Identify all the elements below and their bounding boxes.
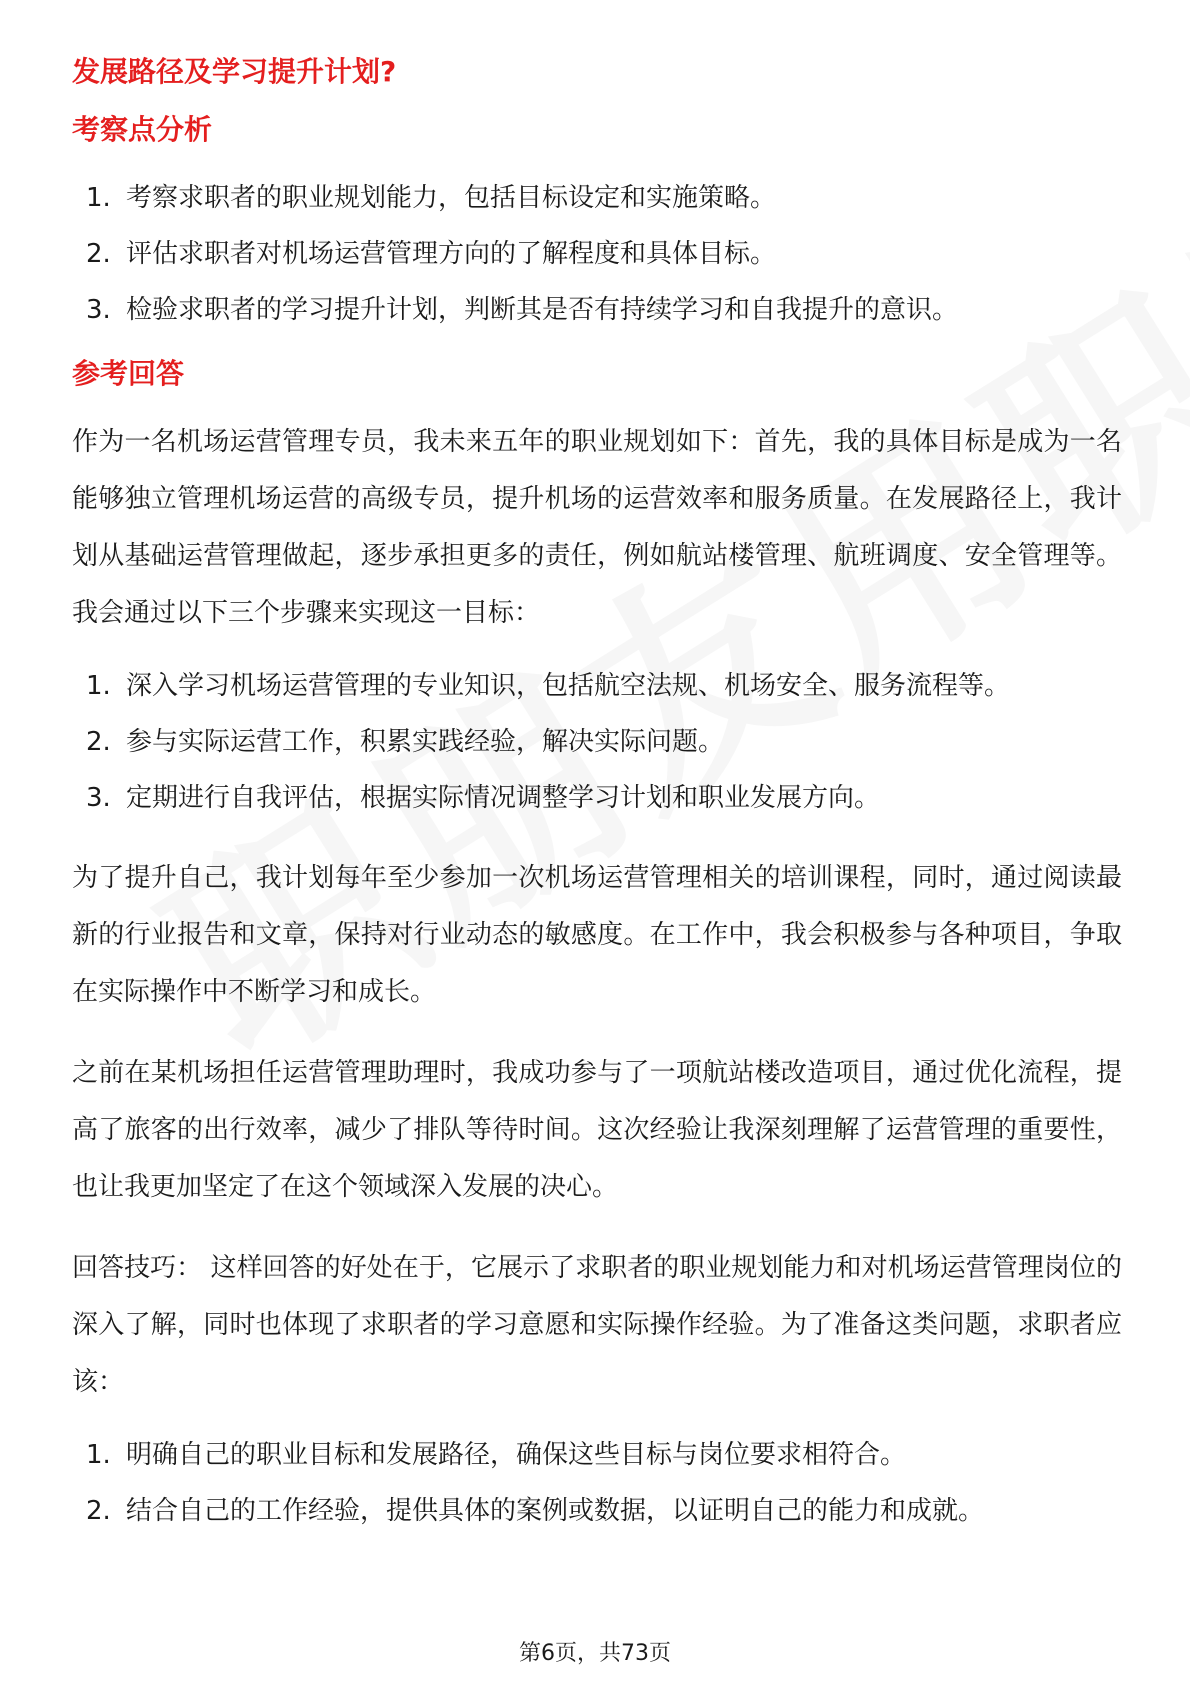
list-item [86, 1483, 1122, 1539]
answer-heading: 参考回答 [72, 357, 185, 390]
page-footer: 第6页，共73页 [519, 1641, 671, 1666]
list-text: 检验求职者的学习提升计划，判断其是否有持续学习和自我提升的意识。 [126, 295, 959, 325]
tips-list [72, 1427, 1122, 1539]
list-item [86, 658, 1122, 714]
list-number: 1. [86, 671, 111, 701]
list-text: 结合自己的工作经验，提供具体的案例或数据，以证明自己的能力和成就。 [126, 1496, 985, 1526]
list-text: 明确自己的职业目标和发展路径，确保这些目标与岗位要求相符合。 [126, 1440, 907, 1470]
list-text: 深入学习机场运营管理的专业知识，包括航空法规、机场安全、服务流程等。 [126, 671, 1011, 701]
list-number: 3. [86, 295, 111, 325]
list-text: 考察求职者的职业规划能力，包括目标设定和实施策略。 [126, 183, 777, 213]
list-item [86, 714, 1122, 770]
list-text: 评估求职者对机场运营管理方向的了解程度和具体目标。 [126, 239, 777, 269]
list-number: 1. [86, 183, 111, 213]
page-content [72, 52, 1122, 1539]
list-item [86, 226, 1122, 282]
list-item [86, 1427, 1122, 1483]
question-title: 发展路径及学习提升计划? [72, 55, 397, 88]
answer-paragraph-1: 作为一名机场运营管理专员，我未来五年的职业规划如下：首先，我的具体目标是成为一名能够独立管理机场运营的高级专员，提升机场的运营效率和服务质量。在发展路径上，我计划从基础运营管理做起，逐步承担更多的责任，例如航站楼管理、航班调度、安全管理等。我会通过以下三个步骤来实现这一目标： [72, 427, 1122, 628]
list-number: 2. [86, 1496, 111, 1526]
list-number: 3. [86, 783, 111, 813]
list-number: 2. [86, 727, 111, 757]
analysis-list [72, 170, 1122, 338]
analysis-heading: 考察点分析 [72, 113, 213, 146]
list-number: 1. [86, 1440, 111, 1470]
steps-list [72, 658, 1122, 826]
list-item [86, 282, 1122, 338]
list-item [86, 170, 1122, 226]
tips-paragraph: 回答技巧： 这样回答的好处在于，它展示了求职者的职业规划能力和对机场运营管理岗位的深入了解，同时也体现了求职者的学习意愿和实际操作经验。为了准备这类问题，求职者应该： [72, 1253, 1122, 1397]
answer-paragraph-2: 为了提升自己，我计划每年至少参加一次机场运营管理相关的培训课程，同时，通过阅读最新的行业报告和文章，保持对行业动态的敏感度。在工作中，我会积极参与各种项目，争取在实际操作中不断学习和成长。 [72, 863, 1122, 1007]
list-text: 定期进行自我评估，根据实际情况调整学习计划和职业发展方向。 [126, 783, 881, 813]
list-item [86, 770, 1122, 826]
list-text: 参与实际运营工作，积累实践经验，解决实际问题。 [126, 727, 725, 757]
answer-paragraph-3: 之前在某机场担任运营管理助理时，我成功参与了一项航站楼改造项目，通过优化流程，提高了旅客的出行效率，减少了排队等待时间。这次经验让我深刻理解了运营管理的重要性，也让我更加坚定了在这个领域深入发展的决心。 [72, 1058, 1122, 1202]
list-number: 2. [86, 239, 111, 269]
